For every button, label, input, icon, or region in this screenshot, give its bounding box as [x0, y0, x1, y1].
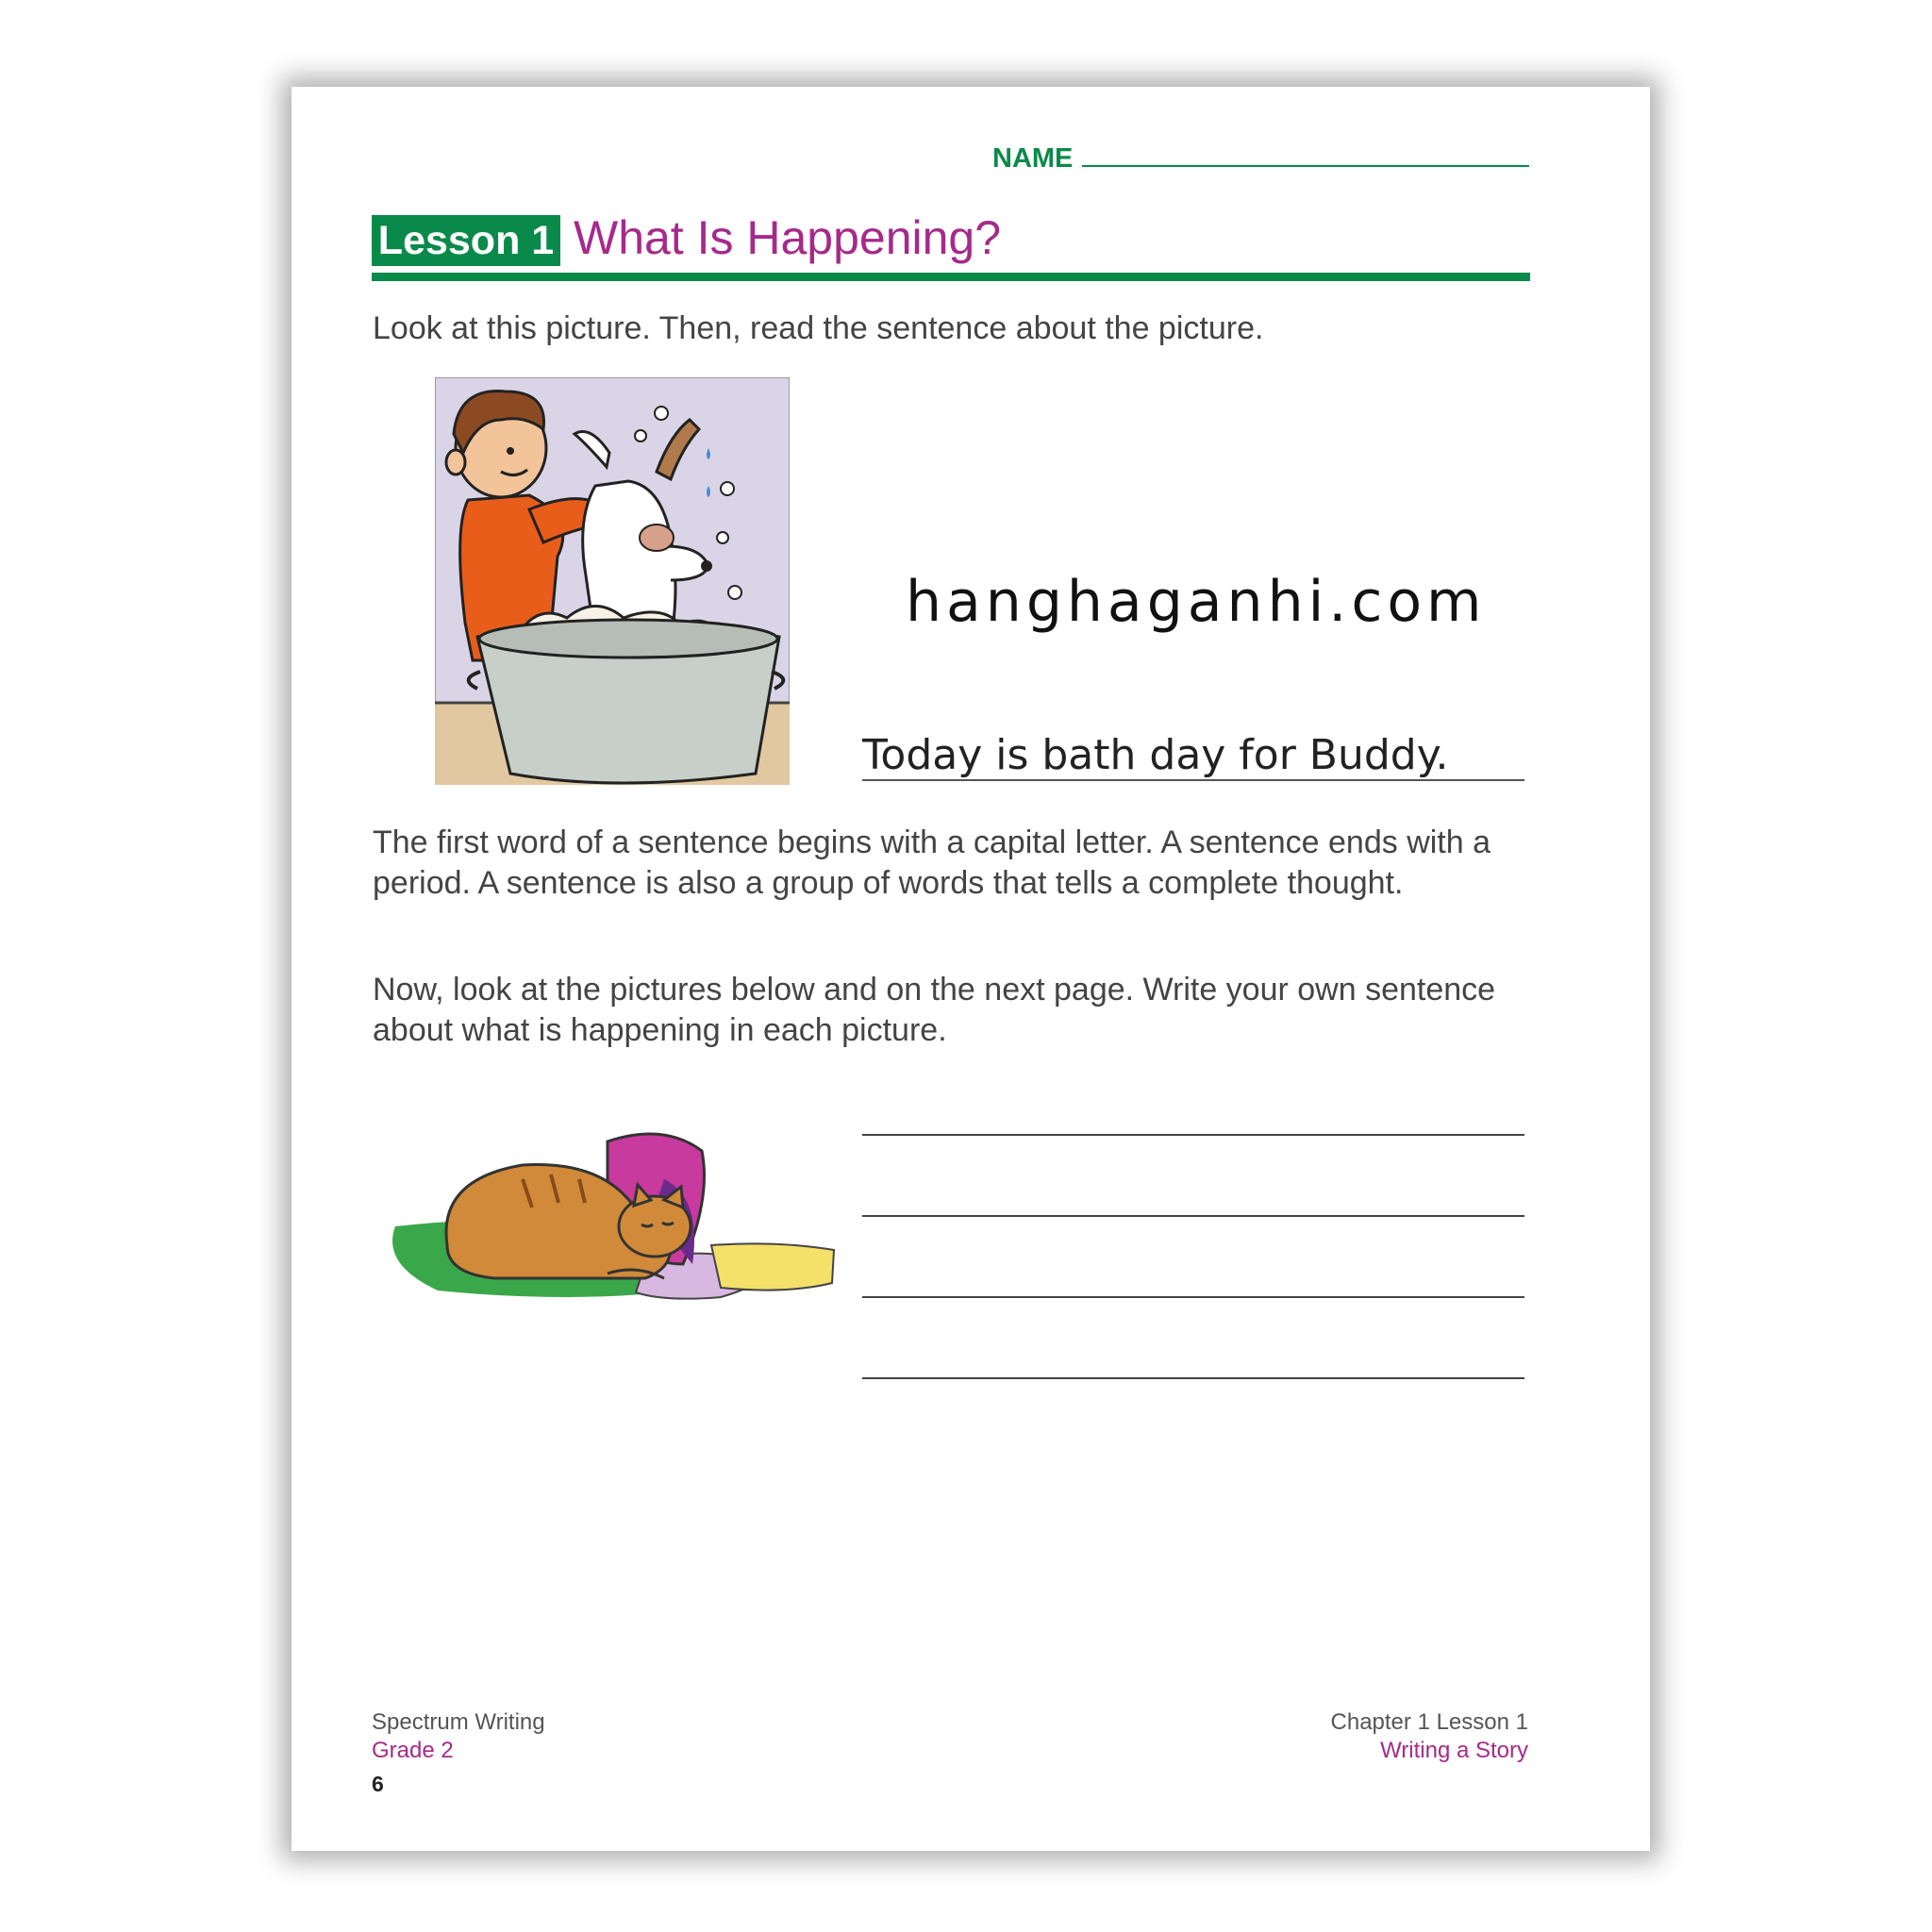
answer-line-1[interactable] — [862, 1134, 1524, 1136]
footer-grade: Grade 2 — [372, 1738, 454, 1763]
name-label: NAME — [992, 143, 1074, 174]
instruction-text: Look at this picture. Then, read the sentence about the picture. — [373, 310, 1264, 346]
worksheet-page — [291, 87, 1650, 1851]
instruction-text-2: Now, look at the pictures below and on the next page. Write your own sentence about what is happening in each picture. — [373, 972, 1496, 1048]
lesson-badge: Lesson 1 — [372, 215, 560, 266]
answer-line-2[interactable] — [862, 1215, 1524, 1217]
page-number: 6 — [372, 1772, 384, 1796]
answer-line-3[interactable] — [862, 1296, 1524, 1298]
footer-topic: Writing a Story — [1380, 1738, 1528, 1763]
footer-series-title: Spectrum Writing — [372, 1709, 545, 1735]
footer-chapter-lesson: Chapter 1 Lesson 1 — [1330, 1709, 1528, 1735]
watermark-text: hanghaganhi.com — [906, 569, 1487, 635]
answer-line-4[interactable] — [862, 1377, 1524, 1379]
lesson-title: What Is Happening? — [574, 211, 1002, 264]
boy-washing-dog-illustration — [435, 377, 790, 785]
example-sentence: Today is bath day for Buddy. — [862, 731, 1449, 779]
sentence-rule-text: The first word of a sentence begins with a capital letter. A sentence ends with a period. A sentence is also a group of words that tells a complete thought. — [373, 824, 1491, 901]
name-write-line[interactable] — [1082, 165, 1529, 167]
title-rule — [372, 273, 1530, 281]
sleeping-cat-illustration — [381, 1123, 843, 1302]
example-sentence-line — [862, 779, 1524, 781]
